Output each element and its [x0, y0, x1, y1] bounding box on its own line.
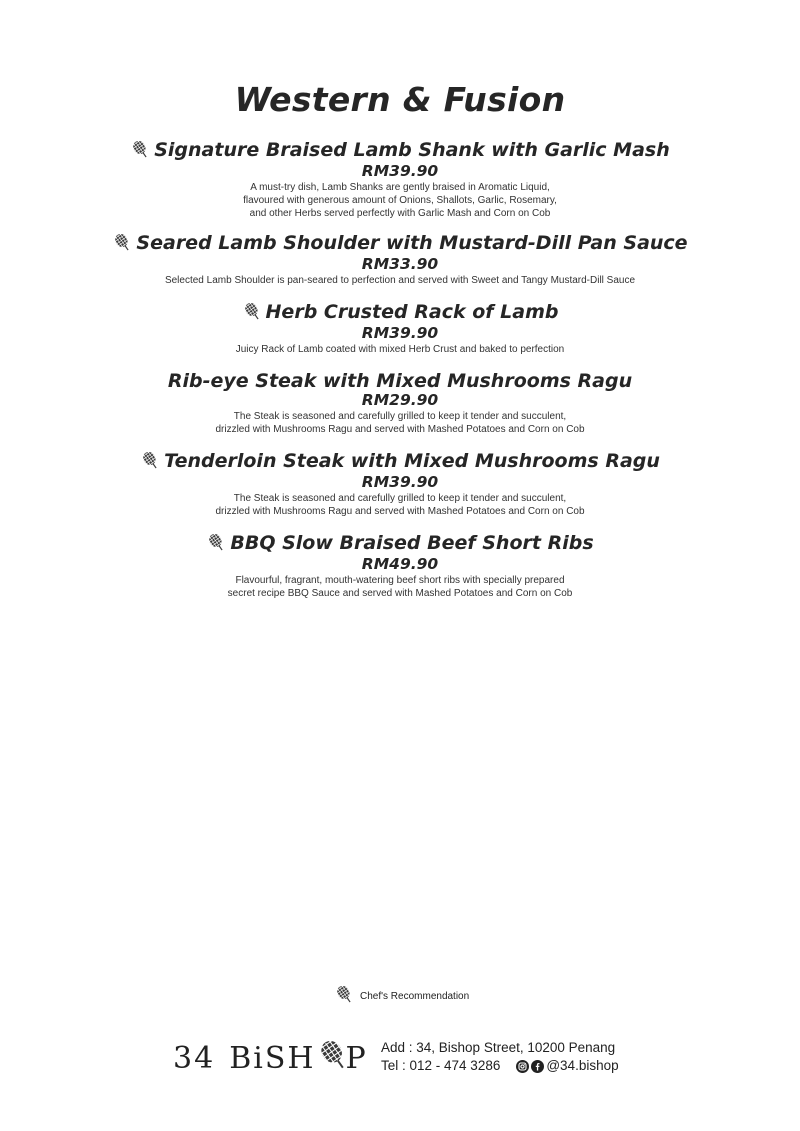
- menu-item-description: The Steak is seasoned and carefully grilled to keep it tender and succulent, drizzled with Mushrooms Ragu and served with Mashed Potatoes and Corn on Cob: [215, 493, 585, 517]
- social-handle[interactable]: @34.bishop: [546, 1058, 619, 1073]
- restaurant-logo: [173, 1035, 368, 1081]
- menu-item-name: [168, 369, 632, 393]
- menu-item-description: Juicy Rack of Lamb coated with mixed Herb Crust and baked to perfection: [235, 344, 565, 355]
- menu-item: [0, 369, 800, 436]
- menu-item-description: A must-try dish, Lamb Shanks are gently braised in Aromatic Liquid, flavoured with generous amount of Onions, Shallots, Garlic, Rosemary, and other Herbs served perfectly with Garlic Mash and Corn on Cob: [243, 182, 557, 219]
- instagram-icon[interactable]: [516, 1060, 529, 1073]
- menu-item-title: BBQ Slow Braised Beef Short Ribs: [230, 532, 594, 554]
- menu-item: [0, 531, 800, 600]
- social-links: [516, 1057, 618, 1075]
- address-text: Add : 34, Bishop Street, 10200 Penang: [381, 1040, 616, 1055]
- leaf-icon-graphic: [334, 985, 352, 1005]
- logo-number: 34: [173, 1040, 216, 1076]
- menu-item-title: Tenderloin Steak with Mixed Mushrooms Ragu: [164, 450, 660, 472]
- leaf-icon: [242, 302, 260, 322]
- menu-item-title: Rib-eye Steak with Mixed Mushrooms Ragu: [167, 370, 633, 392]
- leaf-icon: [334, 985, 352, 1008]
- address-row: [381, 1039, 619, 1057]
- footer: [173, 1035, 633, 1085]
- menu-item-title: Seared Lamb Shoulder with Mustard-Dill Pan Sauce: [136, 232, 688, 254]
- menu-item-name: [112, 231, 687, 255]
- menu-item-price: RM33.90: [361, 255, 439, 273]
- menu-item-price: RM29.90: [361, 391, 439, 409]
- leaf-icon: [140, 451, 158, 471]
- menu-item-price: RM39.90: [361, 473, 439, 491]
- menu-item: [0, 231, 800, 287]
- legend-label: Chef's Recommendation: [360, 991, 470, 1002]
- menu-item-title: Signature Braised Lamb Shank with Garlic Mash: [154, 139, 670, 161]
- contact-info: [381, 1039, 619, 1075]
- menu-item-description: Selected Lamb Shoulder is pan-seared to perfection and served with Sweet and Tangy Mustard-Dill Sauce: [164, 275, 636, 286]
- menu-item-title: Herb Crusted Rack of Lamb: [265, 301, 559, 323]
- menu-item: [0, 449, 800, 518]
- logo-word-start: BiSH: [229, 1040, 316, 1076]
- chef-recommendation-legend: [334, 985, 469, 1008]
- menu-item-name: [140, 449, 660, 473]
- logo-word-end: P: [345, 1040, 368, 1076]
- menu-item-price: RM49.90: [361, 555, 439, 573]
- menu-item-description: Flavourful, fragrant, mouth-watering beef short ribs with specially prepared secret recipe BBQ Sauce and served with Mashed Potatoes and Corn on Cob: [227, 575, 573, 599]
- page-title: Western & Fusion: [234, 80, 566, 119]
- leaf-icon: [206, 533, 224, 553]
- menu-item: [0, 138, 800, 220]
- tel-text: Tel : 012 - 474 3286: [381, 1058, 501, 1073]
- logo-leaf-icon: [316, 1035, 346, 1081]
- leaf-icon: [112, 233, 130, 253]
- menu-list: [0, 138, 800, 600]
- menu-item-name: [130, 138, 670, 162]
- menu-item: [0, 300, 800, 356]
- leaf-icon: [130, 140, 148, 160]
- tel-row: [381, 1057, 619, 1075]
- menu-item-name: [206, 531, 593, 555]
- menu-item-price: RM39.90: [361, 162, 439, 180]
- menu-item-price: RM39.90: [361, 324, 439, 342]
- menu-item-description: The Steak is seasoned and carefully grilled to keep it tender and succulent, drizzled with Mushrooms Ragu and served with Mashed Potatoes and Corn on Cob: [215, 411, 585, 435]
- menu-item-name: [242, 300, 559, 324]
- facebook-icon[interactable]: [531, 1060, 544, 1073]
- logo-leaf-graphic: [316, 1039, 346, 1073]
